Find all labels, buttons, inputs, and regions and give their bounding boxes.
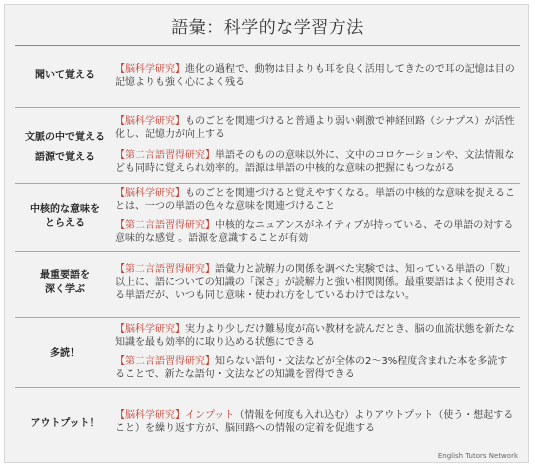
- entry: [115, 149, 515, 175]
- entry-tag: 【脳科学研究】: [115, 324, 185, 335]
- entry: [115, 63, 515, 89]
- row-core-meaning: [15, 185, 520, 249]
- entry: [115, 355, 515, 381]
- entry-tag: 【脳科学研究】: [115, 410, 185, 421]
- row-listening: [15, 57, 520, 105]
- entry: [115, 187, 515, 213]
- entry-tag: 【脳科学研究】: [115, 116, 185, 127]
- row-context: [15, 111, 520, 183]
- entry-text: 語彙力と読解力の関係を調べた実験では、知っている単語の「数」以上に、語についての知識の「深さ」が読解力と強い相関関係。最重要語はよく使用される単語だが、いつも同じ意味・使われ方をしているわけではない。: [115, 264, 515, 301]
- row-divider: [15, 387, 520, 388]
- row-label: 聞いて覚える: [35, 70, 95, 81]
- entry: [115, 323, 515, 349]
- row-extensive-reading: [15, 319, 520, 385]
- entry-text: ものごとを関連づけると普通より弱い刺激で神経回路（シナプス）が活性化し、記憶力が向上する: [115, 116, 515, 140]
- entry-text: （情報を何度も入れ込む）よりアウトプット（使う・想起すること）を繰り返す方が、脳回路への情報の定着を促進する: [115, 410, 514, 434]
- entry: [115, 115, 515, 141]
- row-label: 深く学ぶ: [45, 284, 85, 295]
- entry-highlight: インプット: [185, 410, 235, 421]
- entry-text: 中核的なニュアンスがネイティブが持っている、その単語の対する意味的な感覚 。語源を意識することが有効: [115, 220, 514, 244]
- row-output: [15, 391, 520, 439]
- page-title: 語彙：科学的な学習方法: [171, 18, 364, 38]
- entry-tag: 【脳科学研究】: [115, 188, 185, 199]
- row-label: とらえる: [45, 218, 85, 229]
- row-label: 最重要語を: [40, 270, 90, 281]
- row-label: 語源で覚える: [35, 152, 95, 163]
- entry: [115, 263, 515, 302]
- footer-credit: English Tutors Network: [437, 452, 518, 460]
- entry-text: 知らない語句・文法などが全体の2～3%程度含まれた本を多読することで、新たな語句・文法などの知識を習得できる: [115, 356, 508, 380]
- row-divider: [15, 251, 520, 252]
- entry-text: ものごとを関連づけると覚えやすくなる。単語の中核的な意味を捉えることは、一つの単語の色々な意味を関連づけること: [115, 188, 515, 212]
- entry-tag: 【第二言語習得研究】: [115, 220, 215, 231]
- entry: [115, 409, 515, 435]
- entry: [115, 219, 515, 245]
- entry-tag: 【第二言語習得研究】: [115, 356, 215, 367]
- row-label: アウトプット！: [30, 418, 100, 429]
- row-divider: [15, 107, 520, 108]
- infographic-frame: [4, 4, 529, 463]
- entry-tag: 【第二言語習得研究】: [115, 150, 215, 161]
- entry-text: 実力より少しだけ難易度が高い教材を読んだとき、脳の血流状態を新たな知識を最も効率的に取り込める状態にできる: [115, 324, 515, 348]
- entry-tag: 【第二言語習得研究】: [115, 264, 215, 275]
- row-divider: [15, 317, 520, 318]
- row-label: 文脈の中で覚える: [25, 132, 105, 143]
- entry-text: 進化の過程で、動物は目よりも耳を良く活用してきたので耳の記憶は目の記憶よりも強く心によく残る: [115, 64, 515, 88]
- entry-text: 単語そのものの意味以外に、文中のコロケーションや、文法情報なども同時に覚えられ効率的。語源は単語の中核的な意味の把握にもつながる: [115, 150, 515, 174]
- row-label: 多読！: [50, 348, 80, 359]
- title-divider: [15, 45, 520, 46]
- row-key-words: [15, 255, 520, 315]
- row-divider: [15, 183, 520, 184]
- entry-tag: 【脳科学研究】: [115, 64, 185, 75]
- row-label: 中核的な意味を: [30, 204, 100, 215]
